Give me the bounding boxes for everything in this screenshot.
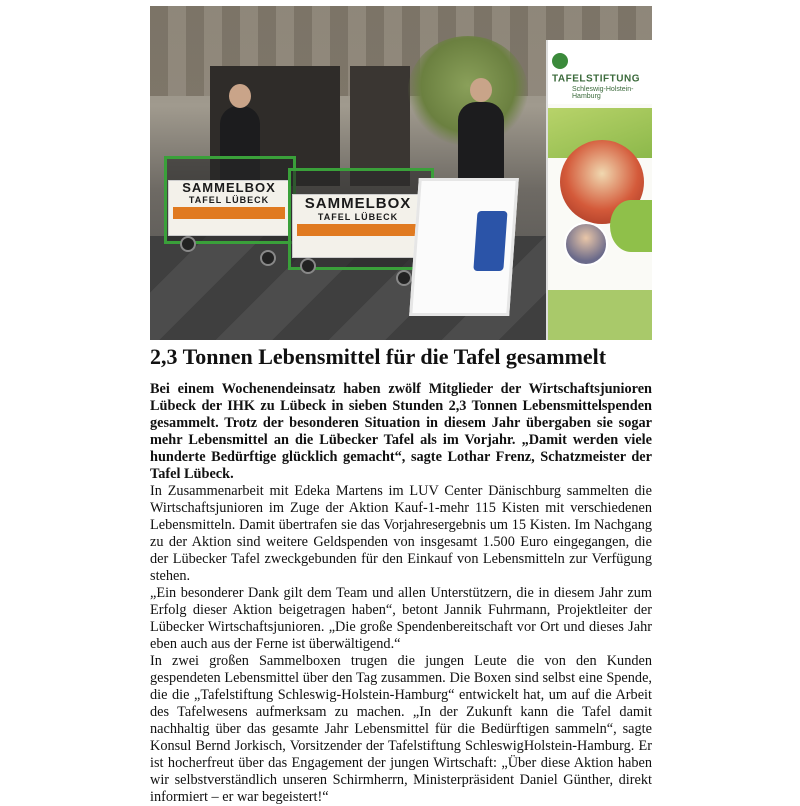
article-lead: Bei einem Wochenendeinsatz haben zwölf Mitglieder der Wirtschaftsjunioren Lübeck der IHK zu Lübeck in sieben Stunden 2,3 Tonnen Lebensmittelspenden gesammelt. Trotz der besonderen Situation in diesem Jahr übergaben sie sogar mehr Lebensmittel an die Lübecker Tafel als im Vorjahr. „Damit werden viele hunderte Bedürftige glücklich gemacht“, sagte Lothar Frenz, Schatzmeister der Tafel Lübeck. bbox=[150, 381, 652, 482]
cart-wheel bbox=[396, 270, 412, 286]
cart-sign-subtitle: TAFEL LÜBECK bbox=[317, 212, 399, 222]
article-photo bbox=[150, 6, 652, 340]
rollup-header bbox=[548, 40, 652, 104]
tafelstiftung-logo-icon bbox=[552, 53, 568, 69]
article-paragraph: In zwei großen Sammelboxen trugen die jungen Leute die von den Kunden gespendeten Lebensmittel über den Tag zusammen. Die Boxen sind selbst eine Spende, die die „Tafelstiftung Schleswig-Holstein-Hamburg“ entwickelt hat, um auf die Arbeit des Tafelwesens aufmerksam zu machen. „In der Zukunft kann die Tafel damit nachhaltig über das gesamte Jahr Lebensmittel für die Bedürftigen sammeln“, sagte Konsul Bernd Jorkisch, Vorsitzender der Tafelstiftung SchleswigHolstein-Hamburg. Er ist hocherfreut über das Engagement der jungen Wirtschaft: „Über diese Aktion haben wir selbstverständlich unseren Schirmherrn, Ministerpräsident Daniel Günther, direkt informiert – er war begeistert!“ bbox=[150, 653, 652, 805]
info-easel bbox=[409, 178, 519, 316]
cart-sign bbox=[292, 194, 424, 258]
rollup-footer bbox=[548, 290, 652, 340]
cart-wheel bbox=[180, 236, 196, 252]
rollup-green-shape bbox=[610, 200, 652, 252]
cart-sign-subtitle: TAFEL LÜBECK bbox=[188, 195, 270, 205]
cart-sign bbox=[168, 180, 290, 236]
rollup-region: Schleswig-Holstein-Hamburg bbox=[572, 86, 634, 100]
cart-wheel bbox=[260, 250, 276, 266]
article-headline: 2,3 Tonnen Lebensmittel für die Tafel gesammelt bbox=[150, 344, 607, 369]
cart-sign-title: SAMMELBOX bbox=[182, 180, 276, 195]
volunteer-head bbox=[229, 84, 251, 108]
cart-sign-title: SAMMELBOX bbox=[304, 195, 412, 212]
article-paragraph: In Zusammenarbeit mit Edeka Martens im LUV Center Dänischburg sammelten die Wirtschaftsjunioren im Zuge der Aktion Kauf-1-mehr 115 Kisten mit verschiedenen Lebensmitteln. Damit übertrafen sie das Vorjahresergebnis um 15 Kisten. Im Nachgang zu der Aktion sind weitere Geldspenden von insgesamt 1.500 Euro eingegangen, die der Lübecker Tafel zweckgebunden für den Einkauf von Lebensmitteln zur Verfügung stehen. bbox=[150, 483, 652, 584]
cart-sign-stripe bbox=[297, 224, 419, 236]
volunteer-head bbox=[470, 78, 492, 102]
rollup-banner bbox=[546, 40, 652, 340]
cart-wheel bbox=[300, 258, 316, 274]
rollup-portrait bbox=[564, 222, 608, 266]
easel-poster-badge bbox=[473, 211, 507, 271]
article-paragraph: „Ein besonderer Dank gilt dem Team und allen Unterstützern, die in diesem Jahr zum Erfolg dieser Aktion beigetragen haben“, betont Jannik Fuhrmann, Projektleiter der Lübecker Wirtschaftsjunioren. „Die große Spendenbereitschaft vor Ort und dieses Jahr eben auch aus der Ferne ist überwältigend.“ bbox=[150, 585, 652, 652]
article-body bbox=[150, 381, 652, 806]
rollup-brand: TAFELSTIFTUNG bbox=[552, 73, 640, 85]
cart-sign-stripe bbox=[173, 207, 285, 219]
